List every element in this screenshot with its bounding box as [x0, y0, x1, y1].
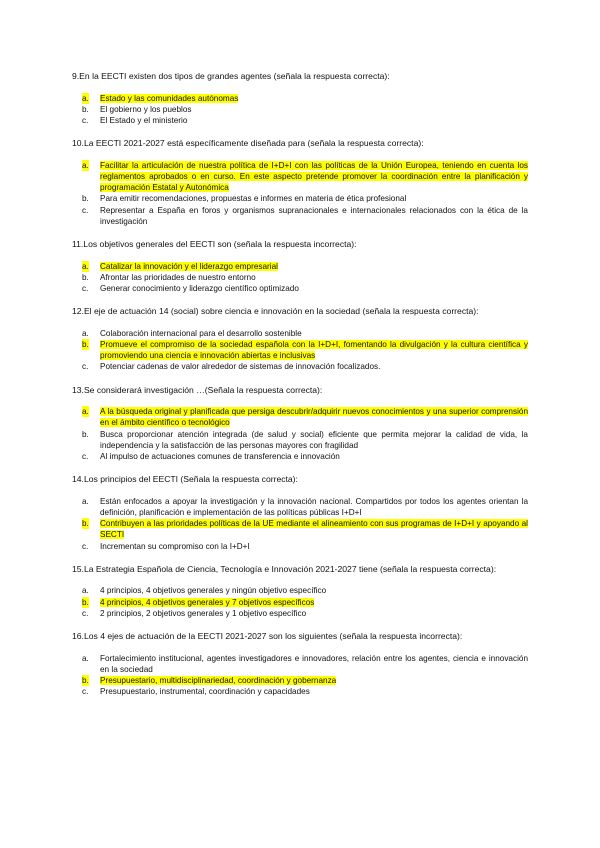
- answer-text: Busca proporcionar atención integrada (de salud y social) eficiente que permita mejorar la calidad de vida, la independencia y la satisfacción de las personas mayores con fragilidad: [100, 429, 528, 450]
- answer-option: [72, 429, 528, 451]
- answer-option: [72, 653, 528, 675]
- answer-text: Incrementan su compromiso con la I+D+I: [100, 541, 250, 551]
- answer-option: [72, 496, 528, 518]
- question-text: 14.Los principios del EECTI (Señala la respuesta correcta):: [72, 474, 298, 485]
- answer-text: 4 principios, 4 objetivos generales y ningún objetivo específico: [100, 586, 327, 596]
- option-letter: a.: [82, 653, 89, 663]
- answer-option: [72, 585, 528, 596]
- option-letter: a.: [82, 93, 89, 103]
- answer-options: [72, 585, 528, 619]
- answer-option: [72, 160, 528, 194]
- answer-text: Presupuestario, instrumental, coordinación y capacidades: [100, 687, 310, 697]
- answer-options: [72, 406, 528, 462]
- answer-option: [72, 93, 528, 104]
- answer-option: [72, 597, 528, 608]
- answer-option: [72, 608, 528, 619]
- question-text: 13.Se considerará investigación …(Señala la respuesta correcta):: [72, 384, 323, 395]
- option-letter: a.: [82, 160, 89, 170]
- answer-option: [72, 361, 528, 372]
- option-letter: b.: [82, 340, 89, 350]
- answer-text: Generar conocimiento y liderazgo científico optimizado: [100, 284, 299, 294]
- question-block: [72, 563, 528, 619]
- answer-option: [72, 104, 528, 115]
- option-letter: b.: [82, 104, 89, 114]
- option-letter: a.: [82, 496, 89, 506]
- option-letter: c.: [82, 541, 89, 551]
- option-letter: b.: [82, 597, 89, 607]
- answer-option: [72, 272, 528, 283]
- question-block: [72, 384, 528, 463]
- option-letter: c.: [82, 687, 89, 697]
- question-text: 11.Los objetivos generales del EECTI son (señala la respuesta incorrecta):: [72, 239, 357, 250]
- answer-option: [72, 518, 528, 540]
- question-text: 10.La EECTI 2021-2027 está específicamente diseñada para (señala la respuesta correcta):: [72, 138, 424, 149]
- highlighted-answer-text: Catalizar la innovación y el liderazgo empresarial: [100, 261, 278, 271]
- answer-text: Colaboración internacional para el desarrollo sostenible: [100, 328, 302, 338]
- question-text: 15.La Estrategia Española de Ciencia, Tecnología e Innovación 2021-2027 tiene (señala la respuesta correcta):: [72, 563, 497, 574]
- option-letter: b.: [82, 194, 89, 204]
- highlighted-answer-text: Promueve el compromiso de la sociedad española con la I+D+I, fomentando la divulgación y la cultura científica y promoviendo una ciencia e innovación abiertas e inclusivas: [100, 340, 528, 361]
- option-letter: a.: [82, 586, 89, 596]
- answer-option: [72, 451, 528, 462]
- highlighted-answer-text: Estado y las comunidades autónomas: [100, 93, 239, 103]
- question-block: [72, 473, 528, 552]
- quiz-content: [72, 70, 528, 708]
- answer-option: [72, 115, 528, 126]
- option-letter: a.: [82, 328, 89, 338]
- option-letter: b.: [82, 676, 89, 686]
- highlighted-answer-text: Contribuyen a las prioridades políticas de la UE mediante el alineamiento con sus programas de I+D+I y apoyando al SECTI: [100, 519, 528, 540]
- highlighted-answer-text: Presupuestario, multidisciplinariedad, coordinación y gobernanza: [100, 676, 337, 686]
- question-text: 9.En la EECTI existen dos tipos de grandes agentes (señala la respuesta correcta):: [72, 71, 390, 81]
- question-block: [72, 305, 528, 372]
- answer-text: Potenciar cadenas de valor alrededor de sistemas de innovación focalizados.: [100, 362, 381, 372]
- answer-text: Afrontar las prioridades de nuestro entorno: [100, 272, 256, 282]
- answer-option: [72, 339, 528, 361]
- highlighted-answer-text: 4 principios, 4 objetivos generales y 7 objetivos específicos: [100, 597, 315, 607]
- answer-text: Al impulso de actuaciones comunes de transferencia e innovación: [100, 452, 340, 462]
- highlighted-answer-text: Facilitar la articulación de nuestra política de I+D+I con las políticas de la Unión Europea, teniendo en cuenta los reglamentos aprobados o en curso. En este aspecto pretende promover la coordinación entre la planificación y programación Estatal y Autonómica: [100, 160, 528, 193]
- answer-options: [72, 653, 528, 698]
- option-letter: c.: [82, 452, 89, 462]
- answer-text: El Estado y el ministerio: [100, 116, 188, 125]
- question-block: [72, 630, 528, 697]
- option-letter: b.: [82, 272, 89, 282]
- question-block: [72, 238, 528, 294]
- answer-option: [72, 406, 528, 428]
- question-text: 16.Los 4 ejes de actuación de la EECTI 2021-2027 son los siguientes (señala la respuesta incorrecta):: [72, 631, 463, 642]
- answer-text: Para emitir recomendaciones, propuestas e informes en materia de ética profesional: [100, 194, 407, 204]
- option-letter: b.: [82, 429, 89, 439]
- question-block: [72, 70, 528, 126]
- option-letter: b.: [82, 519, 89, 529]
- answer-option: [72, 193, 528, 204]
- option-letter: c.: [82, 205, 89, 215]
- question-text: 12.El eje de actuación 14 (social) sobre ciencia e innovación en la sociedad (señala la respuesta correcta):: [72, 306, 479, 317]
- answer-text: El gobierno y los pueblos: [100, 104, 192, 114]
- answer-options: [72, 328, 528, 373]
- question-block: [72, 137, 528, 227]
- answer-options: [72, 93, 528, 127]
- answer-options: [72, 160, 528, 227]
- answer-options: [72, 261, 528, 295]
- answer-option: [72, 261, 528, 272]
- option-letter: a.: [82, 261, 89, 271]
- highlighted-answer-text: A la búsqueda original y planificada que persiga descubrir/adquirir nuevos conocimientos y una superior comprensión en el ámbito científico o tecnológico: [100, 407, 528, 428]
- answer-option: [72, 675, 528, 686]
- answer-option: [72, 283, 528, 294]
- answer-text: 2 principios, 2 objetivos generales y 1 objetivo específico: [100, 608, 307, 618]
- option-letter: c.: [82, 284, 89, 294]
- answer-option: [72, 541, 528, 552]
- answer-option: [72, 205, 528, 227]
- answer-option: [72, 686, 528, 697]
- answer-option: [72, 328, 528, 339]
- answer-text: Fortalecimiento institucional, agentes investigadores e innovadores, relación entre los agentes, ciencia e innovación en la sociedad: [100, 653, 528, 674]
- option-letter: c.: [82, 362, 89, 372]
- option-letter: a.: [82, 407, 89, 417]
- option-letter: c.: [82, 608, 89, 618]
- answer-text: Están enfocados a apoyar la investigación y la innovación nacional. Compartidos por todos los agentes orientan la definición, planificación e implementación de las políticas públicas I+D+I: [100, 496, 528, 518]
- answer-text: Representar a España en foros y organismos supranacionales e internacionales relacionados con la ética de la investigación: [100, 205, 528, 226]
- answer-options: [72, 496, 528, 552]
- option-letter: c.: [82, 116, 89, 125]
